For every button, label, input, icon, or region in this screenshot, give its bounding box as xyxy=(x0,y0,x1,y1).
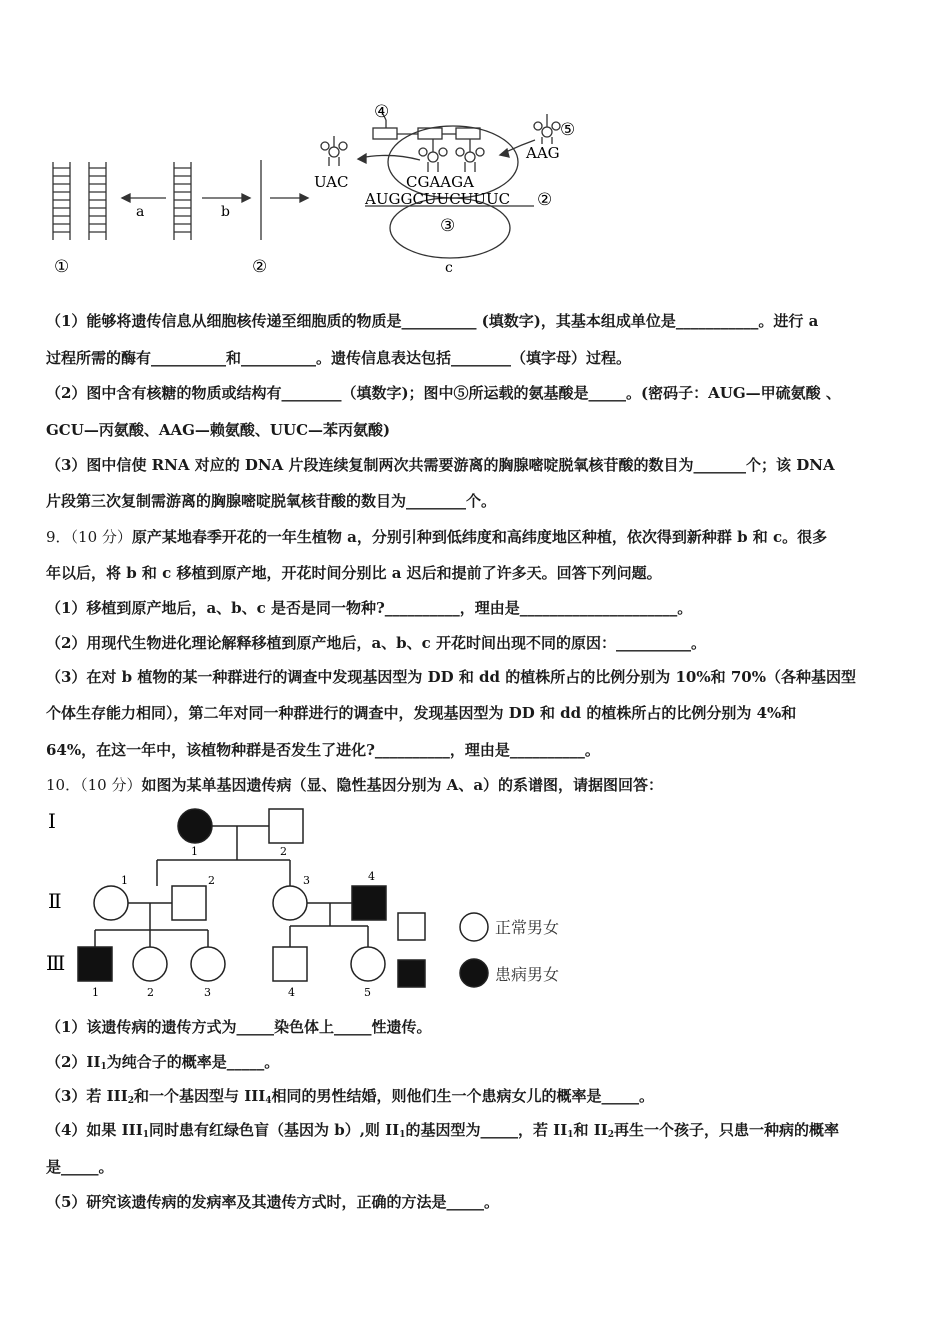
q9-line-3: （1）移植到原产地后，a、b、c 是否是同一物种?__________，理由是_____________________。 xyxy=(46,599,693,617)
q9-line-1: 9．（10 分）原产某地春季开花的一年生植物 a，分别引种到低纬度和高纬度地区种植，依次得到新种群 b 和 c。很多 xyxy=(46,528,828,546)
iii5-normal-female xyxy=(351,947,385,981)
label-uac: UAC xyxy=(314,173,349,191)
legend-affected-label: 患病男女 xyxy=(495,965,560,984)
legend-normal-male xyxy=(398,913,425,940)
q10-sub-4-cont: 是_____。 xyxy=(46,1158,114,1176)
label-aag: AAG xyxy=(526,144,560,162)
label-ii4: 4 xyxy=(368,870,375,883)
q10-sub-1: （1）该遗传病的遗传方式为_____染色体上_____性遗传。 xyxy=(46,1018,432,1036)
q9-line-4: （2）用现代生物进化理论解释移植到原产地后，a、b、c 开花时间出现不同的原因：__________。 xyxy=(46,634,707,652)
i1-affected-female xyxy=(178,809,212,843)
i2-normal-male xyxy=(269,809,303,843)
iii1-affected-male xyxy=(78,947,112,981)
iii4-normal-male xyxy=(273,947,307,981)
label-ii3: 3 xyxy=(303,874,310,887)
label-circle-1: ① xyxy=(54,257,70,277)
q8-line-1: （1）能够将遗传信息从细胞核传递至细胞质的物质是__________ (填数字)，其基本组成单位是___________。进行 a xyxy=(46,312,819,330)
q10-sub-5: （5）研究该遗传病的发病率及其遗传方式时，正确的方法是_____。 xyxy=(46,1193,499,1211)
label-iii5: 5 xyxy=(364,986,371,999)
q10-sub-4: （4）如果 $III_1$同时患有红绿色盲（基因为 b）,则 $II_1$的基因型为_____，若 $II_1$和 $II_2$再生一个孩子，只患一种病的概率 xyxy=(46,1121,840,1140)
label-circle-2: ② xyxy=(252,257,268,277)
label-circle-5: ⑤ xyxy=(560,120,576,140)
q9-line-7: 64%，在这一年中，该植物种群是否发生了进化?__________，理由是__________。 xyxy=(46,741,600,759)
label-a: a xyxy=(136,204,145,220)
label-i2: 2 xyxy=(280,845,287,858)
gen-label-3: Ⅲ xyxy=(46,951,66,975)
ii4-affected-male xyxy=(352,886,386,920)
dna-double-helix-2 xyxy=(89,162,106,240)
label-iii3: 3 xyxy=(204,986,211,999)
label-mrna-sequence: AUGGCUUCUUUC xyxy=(365,190,511,208)
label-iii2: 2 xyxy=(147,986,154,999)
q10-sub-2: $(2)II_1$为纯合子的概率是_____。 xyxy=(46,1053,280,1072)
gen-label-2: Ⅱ xyxy=(48,889,62,913)
q9-number: 9．（10 分） xyxy=(46,528,132,546)
trna-aag xyxy=(534,114,560,144)
q9-line-5: （3）在对 b 植物的某一种群进行的调查中发现基因型为 DD 和 dd 的植株所占的比例分别为 10%和 70%（各种基因型 xyxy=(46,668,856,686)
label-circle-4: ④ xyxy=(374,102,390,122)
q10-line-1: 10．（10 分）如图为某单基因遗传病（显、隐性基因分别为 A、a）的系谱图，请据图回答： xyxy=(46,776,664,794)
q8-line-3: （2）图中含有核糖的物质或结构有________（填数字)；图中⑤所运载的氨基酸是_____。(密码子：AUG—甲硫氨酸 、 xyxy=(46,384,841,402)
ii3-normal-female xyxy=(273,886,307,920)
iii3-normal-female xyxy=(191,947,225,981)
label-ii2: 2 xyxy=(208,874,215,887)
label-i1: 1 xyxy=(191,845,198,858)
dna-double-helix-1 xyxy=(53,162,70,240)
q8-line-5: （3）图中信使 RNA 对应的 DNA 片段连续复制两次共需要游离的胸腺嘧啶脱氧核苷酸的数目为_______个；该 DNA xyxy=(46,456,835,474)
label-codons-top: CGAAGA xyxy=(406,173,474,191)
label-circle-3: ③ xyxy=(440,216,456,236)
dna-double-helix-3 xyxy=(174,162,191,240)
ii2-normal-male xyxy=(172,886,206,920)
gen-label-1: Ⅰ xyxy=(48,809,56,833)
q8-line-2: 过程所需的酶有__________和__________。遗传信息表达包括________（填字母）过程。 xyxy=(46,349,632,367)
label-iii1: 1 xyxy=(92,986,99,999)
legend-affected-male xyxy=(398,960,425,987)
q10-sub-3: （3）若 $III_2$和一个基因型与 $III_4$相同的男性结婚，则他们生一个患病女儿的概率是_____。 xyxy=(46,1087,655,1106)
q9-line-2: 年以后，将 b 和 c 移植到原产地，开花时间分别比 a 迟后和提前了许多天。回答下列问题。 xyxy=(46,564,662,582)
pedigree-chart xyxy=(40,800,600,1005)
label-c: c xyxy=(445,260,453,276)
legend-normal-female xyxy=(460,913,488,941)
amino-acid-box xyxy=(373,128,397,139)
legend-normal-label: 正常男女 xyxy=(495,918,560,937)
q10-number: 10．（10 分） xyxy=(46,776,142,794)
label-b: b xyxy=(221,204,230,220)
trna-in-ribosome xyxy=(419,139,484,172)
iii2-normal-female xyxy=(133,947,167,981)
gene-expression-diagram xyxy=(40,100,620,285)
trna-uac xyxy=(321,136,347,166)
q8-line-4: GCU—丙氨酸、AAG—赖氨酸、UUC—苯丙氨酸) xyxy=(46,421,391,439)
legend-affected-female xyxy=(460,959,488,987)
q8-line-6: 片段第三次复制需游离的胸腺嘧啶脱氧核苷酸的数目为________个。 xyxy=(46,492,497,510)
label-circle-2b: ② xyxy=(537,190,553,210)
q9-line-6: 个体生存能力相同），第二年对同一种群进行的调查中，发现基因型为 DD 和 dd 的植株所占的比例分别为 4%和 xyxy=(46,704,797,722)
label-iii4: 4 xyxy=(288,986,295,999)
label-ii1: 1 xyxy=(121,874,128,887)
ii1-normal-female xyxy=(94,886,128,920)
